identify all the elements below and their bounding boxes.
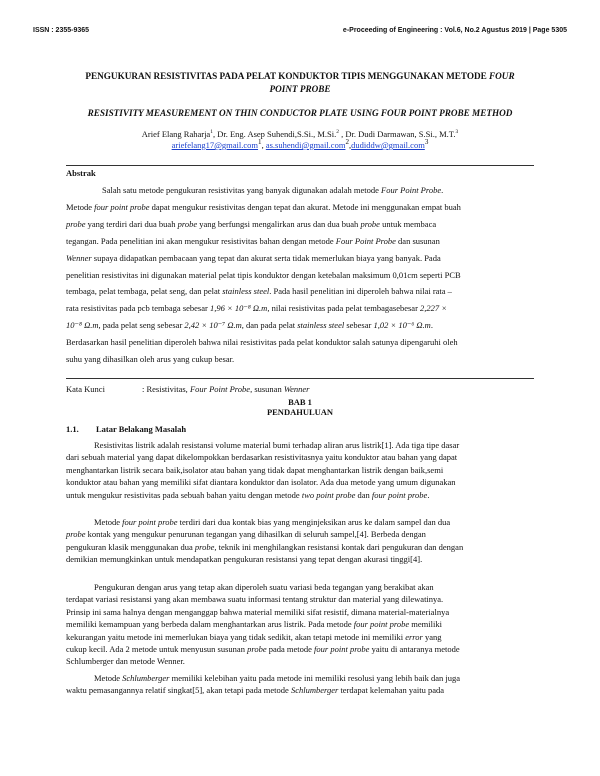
- author-2: , Dr. Eng. Asep Suhendi,S.Si., M.Si.: [212, 128, 337, 139]
- keywords-label: Kata Kunci: [66, 384, 105, 394]
- author-2-sup: 2: [336, 129, 339, 135]
- p3-line-3: Prinsip ini sama halnya dengan menganggap bahwa material memiliki sifat resistif, dimana material-materialnya: [66, 606, 450, 617]
- p1-line-5: untuk mengukur resistivitas pada sebuah bahan yaitu dengan metode two point probe dan four point probe.: [66, 489, 430, 500]
- abstract-heading: Abstrak: [66, 168, 96, 178]
- issn-header: ISSN : 2355-9365: [33, 27, 90, 34]
- abstract-line-9: 10⁻⁸ Ω.m, pada pelat seng sebesar 2,42 × 10⁻⁷ Ω.m, dan pada pelat stainless steel sebesar 1,02 × 10⁻⁶ Ω.m.: [66, 320, 433, 331]
- title-indonesian: [68, 70, 532, 95]
- keywords-value: : Resistivitas, Four Point Probe, susunan Wenner: [142, 384, 310, 394]
- chapter-label: BAB 1: [288, 397, 312, 407]
- abstract-line-5: Wenner supaya didapatkan pembacaan yang tepat dan akurat serta tidak memerlukan biaya yang banyak. Pada: [66, 252, 441, 263]
- author-3: , Dr. Dudi Darmawan, S.Si., M.T.: [339, 128, 456, 139]
- abstract-top-rule: [66, 165, 534, 166]
- abstract-body: [66, 182, 534, 368]
- abstract-line-6: penelitian resistivitas ini digunakan material pelat tipis konduktor dengan ketebalan maksimum 0,01cm seperti PCB: [66, 269, 461, 280]
- title-english: [68, 107, 532, 120]
- abstract-line-8: rata resistivitas pada pcb tembaga sebesar 1,96 × 10⁻⁸ Ω.m, nilai resistivitas pada pelat tembagasebesar 2,227 ×: [66, 303, 448, 314]
- abstract-bottom-rule: [66, 378, 534, 379]
- p3-line-2: terdapat variasi resistansi yang akan membawa suatu informasi tentang struktur dan material yang dilewatinya.: [66, 594, 444, 605]
- p4-line-2: waktu pemasangannya relatif singkat[5], akan tetapi pada metode Schlumberger terdapat kelemahan yaitu pada: [66, 685, 445, 696]
- email-link-1[interactable]: ariefelang17@gmail.com: [171, 139, 259, 150]
- p3-line-1: Pengukuran dengan arus yang tetap akan diperoleh suatu variasi beda tegangan yang berakibat akan: [94, 582, 434, 592]
- section-number: 1.1.: [66, 424, 79, 434]
- body-paragraph-4: [66, 672, 534, 697]
- p1-line-2: dari sebuah material yang dapat dikelompokkan berdasarkan resistivitasnya yaitu konduktor atau bahan yang dapat: [66, 452, 458, 463]
- email-link-3[interactable]: dudiddw@gmail.com: [351, 139, 425, 150]
- author-1: Arief Elang Raharja: [141, 128, 211, 139]
- p3-line-5: kekurangan yaitu metode ini memerlukan biaya yang tidak sedikit, akan tetapi metode ini memiliki error yang: [66, 631, 442, 642]
- email-3-sup: 3: [424, 138, 429, 146]
- p1-line-3: menghantarkan listrik secara baik,isolator atau bahan yang tidak dapat menghantarkan listrik dengan baik,semi: [66, 464, 444, 475]
- p3-line-6: cukup kecil. Ada 2 metode untuk menyusun susunan probe pada metode four point probe yaitu di antaranya metode: [66, 644, 460, 655]
- abstract-line-3: probe yang terdiri dari dua buah probe yang berfungsi mengalirkan arus dan dua buah probe untuk membaca: [66, 218, 437, 229]
- body-paragraph-1: [66, 439, 534, 501]
- abstract-line-7: tembaga, pelat tembaga, pelat seng, dan pelat stainless steel. Pada hasil penelitian ini diperoleh bahwa nilai rata –: [66, 286, 452, 297]
- p3-line-4: memiliki kemampuan yang berbeda dalam menghantarkan arus listrik. Pada metode four point probe memiliki: [66, 619, 442, 630]
- journal-header: e-Proceeding of Engineering : Vol.6, No.2 Agustus 2019 | Page 5305: [342, 27, 567, 34]
- p2-line-4: demikian memungkinkan untuk mendapatkan pengukuran resistansi yang tepat dengan akurasi tinggi[4].: [66, 554, 423, 565]
- chapter-heading: [66, 397, 534, 417]
- section-heading: [66, 424, 186, 434]
- author-1-sup: 1: [210, 129, 213, 135]
- email-2-sup: 2: [345, 138, 349, 146]
- title-english-text: RESISTIVITY MEASUREMENT ON THIN CONDUCTOR PLATE USING FOUR POINT PROBE METHOD: [87, 108, 513, 118]
- chapter-title: PENDAHULUAN: [266, 407, 334, 417]
- abstract-line-2: Metode four point probe dapat mengukur resistivitas dengan tepat dan akurat. Metode ini menggunakan empat buah: [66, 201, 461, 212]
- p1-line-1: Resistivitas listrik adalah resistansi volume material bumi terhadap aliran arus listrik[1]. Ada tiga tipe dasar: [94, 440, 460, 450]
- p2-line-1: Metode four point probe terdiri dari dua kontak bias yang menginjeksikan arus ke dalam sampel dan dua: [94, 517, 451, 527]
- title-indonesian-italic: FOUR: [489, 71, 515, 81]
- email-1-sup: 1: [258, 138, 262, 146]
- section-title: Latar Belakang Masalah: [96, 424, 187, 434]
- abstract-line-11: suhu yang dihasilkan oleh arus yang cukup besar.: [66, 354, 235, 365]
- abstract-line-4: tegangan. Pada penelitian ini akan mengukur resistivitas bahan dengan metode Four Point Probe dan susunan: [66, 235, 440, 246]
- body-paragraph-2: [66, 516, 534, 566]
- p2-line-2: probe kontak yang mengukur penurunan tegangan yang dihasilkan di seluruh sampel,[4]. Berbeda dengan: [66, 529, 426, 540]
- abstract-line-10: Berdasarkan hasil penelitian diperoleh bahwa nilai resistivitas pada pelat konduktor salah satunya dipengaruhi oleh: [66, 337, 458, 348]
- abstract-line-1: Salah satu metode pengukuran resistivitas yang banyak digunakan adalah metode Four Point Probe.: [102, 185, 444, 195]
- p1-line-4: konduktor atau bahan yang memiliki sifat diantara konduktor dan isolator. Ada dua metode yang umum digunakan: [66, 477, 456, 488]
- keywords-row: [66, 384, 309, 394]
- email-link-2[interactable]: as.suhendi@gmail.com: [265, 139, 346, 150]
- abstract-paragraph: [66, 182, 534, 199]
- email-list: ariefelang17@gmail.com$^1$, as.suhendi@gmail.com$^2$,dudiddw@gmail.com$^3$: [171, 138, 429, 150]
- body-paragraph-3: [66, 581, 534, 668]
- p2-line-3: pengukuran klasik menggunakan dua probe, teknik ini menghilangkan resistansi kontak dari pengukuran dan dengan: [66, 541, 464, 552]
- p4-line-1: Metode Schlumberger memiliki kelebihan yaitu pada metode ini memiliki resolusi yang lebih baik dan juga: [94, 673, 461, 683]
- author-3-sup: 3: [455, 129, 459, 135]
- title-indonesian-line1: PENGUKURAN RESISTIVITAS PADA PELAT KONDUKTOR TIPIS MENGGUNAKAN METODE: [85, 71, 487, 81]
- title-indonesian-line2: POINT PROBE: [269, 83, 331, 94]
- p3-line-7: Schlumberger dan metode Wenner.: [66, 656, 185, 667]
